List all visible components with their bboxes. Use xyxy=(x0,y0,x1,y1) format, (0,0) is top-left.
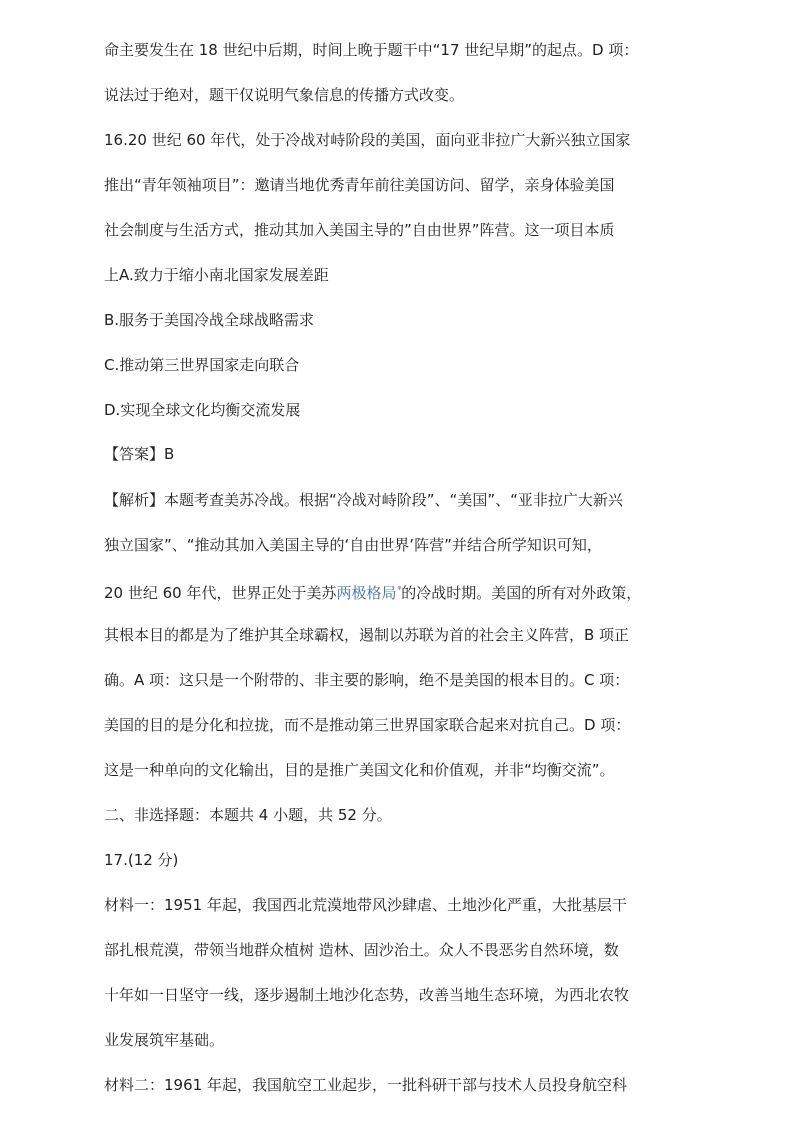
material-text: 业发展筑牢基础。 xyxy=(104,1031,225,1049)
text-line: 社会制度与生活方式，推动其加入美国主导的”自由世界”阵营。这一项目本质 xyxy=(104,221,615,239)
analysis-text: 【解析】本题考查美苏冷战。根据“冷战对峙阶段”、“美国”、“亚非拉广大新兴 xyxy=(104,491,623,509)
keyword-link[interactable]: 两极格局 xyxy=(336,584,397,602)
material-text: 十年如一日坚守一线，逐步遏制土地沙化态势，改善当地生态环境，为西北农牧 xyxy=(104,986,630,1004)
material-text: 材料二：1961 年起，我国航空工业起步，一批科研干部与技术人员投身航空科 xyxy=(104,1076,627,1094)
analysis-text: 其根本目的都是为了维护其全球霸权，遏制以苏联为首的社会主义阵营，B 项正 xyxy=(104,626,630,644)
text-line: 说法过于绝对，题干仅说明气象信息的传播方式改变。 xyxy=(104,86,465,104)
text-line: 推出“青年领袖项目”：邀请当地优秀青年前往美国访问、留学，亲身体验美国 xyxy=(104,176,615,194)
analysis-text-before: 20 世纪 60 年代，世界正处于美苏 xyxy=(104,584,337,602)
option-c: C.推动第三世界国家走向联合 xyxy=(104,356,300,374)
analysis-text: 确。A 项：这只是一个附带的、非主要的影响，绝不是美国的根本目的。C 项： xyxy=(104,671,630,689)
material-text: 材料一：1951 年起，我国西北荒漠地带风沙肆虐、土地沙化严重，大批基层干 xyxy=(104,896,627,914)
option-a: 上A.致力于缩小南北国家发展差距 xyxy=(104,266,329,284)
search-icon[interactable]: ᵠ xyxy=(397,585,402,595)
analysis-text: 美国的目的是分化和拉拢，而不是推动第三世界国家联合起来对抗自己。D 项： xyxy=(104,716,631,734)
option-d: D.实现全球文化均衡交流发展 xyxy=(104,401,301,419)
section-heading: 二、非选择题：本题共 4 小题，共 52 分。 xyxy=(104,806,392,824)
text-line: 命主要发生在 18 世纪中后期，时间上晚于题干中“17 世纪早期”的起点。D 项： xyxy=(104,41,639,59)
analysis-text-with-link xyxy=(104,579,641,604)
analysis-text-after: 的冷战时期。美国的所有对外政策， xyxy=(401,584,642,602)
option-b: B.服务于美国冷战全球战略需求 xyxy=(104,311,315,329)
analysis-text: 这是一种单向的文化输出，目的是推广美国文化和价值观，并非“均衡交流”。 xyxy=(104,761,615,779)
analysis-text: 独立国家”、“推动其加入美国主导的‘自由世界’阵营”并结合所学知识可知， xyxy=(104,536,602,554)
answer-label: 【答案】B xyxy=(104,445,175,463)
question-17-heading: 17.(12 分) xyxy=(104,851,179,869)
question-16-stem: 16.20 世纪 60 年代，处于冷战对峙阶段的美国，面向亚非拉广大新兴独立国家 xyxy=(104,131,631,149)
material-text: 部扎根荒漠，带领当地群众植树 造林、固沙治土。众人不畏恶劣自然环境，数 xyxy=(104,941,619,959)
